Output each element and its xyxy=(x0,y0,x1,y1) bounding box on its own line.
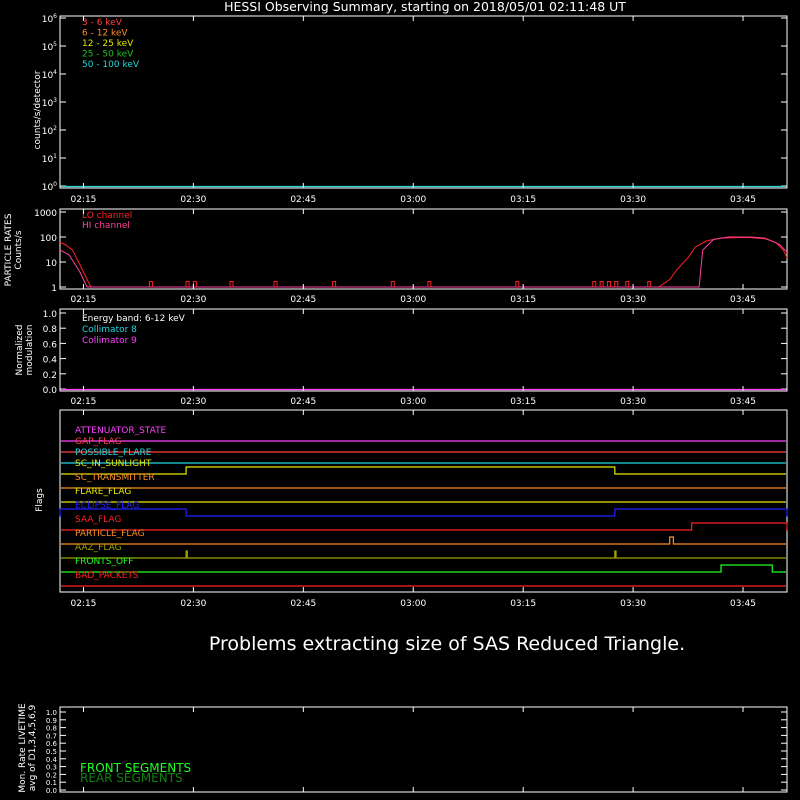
modulation-ylabel-4: 0.8 xyxy=(42,325,57,336)
flag-label-7: SAA_FLAG xyxy=(75,515,122,525)
counts-legend-0: 3 - 6 keV xyxy=(82,18,122,28)
flags-xlabel-3: 03:00 xyxy=(400,599,427,609)
modulation-axis-title-1: modulation xyxy=(25,324,35,376)
particle-ylabel-2: 100 xyxy=(39,234,57,244)
counts-ylabel-5: $10^5$ xyxy=(41,41,57,53)
particle-ylabel-1: 10 xyxy=(45,259,57,269)
flags-xlabel-0: 02:15 xyxy=(70,599,97,609)
modulation-legend-0: Energy band: 6-12 keV xyxy=(82,314,185,324)
particle-xlabel-3: 03:00 xyxy=(400,295,427,305)
counts-axis-title-0: counts/s/detector xyxy=(33,70,43,150)
livetime-ylabel-3: 0.3 xyxy=(45,763,57,772)
livetime-ylabel-0: 0.0 xyxy=(45,787,57,795)
particle-xlabel-6: 03:45 xyxy=(730,295,756,305)
flag-label-5: FLARE_FLAG xyxy=(75,487,132,497)
flag-label-6: ECLIPSE_FLAG xyxy=(75,501,140,511)
livetime-ylabel-2: 0.2 xyxy=(45,771,57,780)
livetime-ylabel-1: 0.1 xyxy=(45,779,57,788)
modulation-xlabel-5: 03:30 xyxy=(620,397,647,407)
counts-ylabel-2: $10^2$ xyxy=(41,125,57,137)
livetime-ylabel-10: 1.0 xyxy=(45,709,57,717)
modulation-ylabel-2: 0.4 xyxy=(42,355,57,366)
flags-xlabel-4: 03:15 xyxy=(510,599,537,609)
counts-legend-1: 6 - 12 keV xyxy=(82,28,128,39)
flags-xlabel-5: 03:30 xyxy=(620,599,647,609)
livetime-legend-0: FRONT SEGMENTS xyxy=(80,761,192,775)
particle-xlabel-2: 02:45 xyxy=(290,295,317,305)
modulation-legend-1: Collimator 8 xyxy=(82,325,137,335)
counts-xlabel-5: 03:30 xyxy=(620,195,647,205)
modulation-ylabel-1: 0.2 xyxy=(42,370,57,381)
counts-ylabel-4: $10^4$ xyxy=(41,69,57,81)
modulation-xlabel-1: 02:30 xyxy=(180,397,207,407)
modulation-xlabel-0: 02:15 xyxy=(70,397,97,407)
chart-title: HESSI Observing Summary, starting on 2018/05/01 02:11:48 UT xyxy=(224,0,626,14)
flag-label-3: SC_IN_SUNLIGHT xyxy=(75,459,152,469)
livetime-ylabel-5: 0.5 xyxy=(45,748,57,756)
particle-xlabel-4: 03:15 xyxy=(510,295,537,305)
flag-label-10: FRONTS_OFF xyxy=(75,557,134,567)
counts-ylabel-6: $10^6$ xyxy=(41,13,57,25)
counts-legend-4: 50 - 100 keV xyxy=(82,60,140,70)
livetime-axis-title-0: Mon. Rate LIVETIME xyxy=(18,703,28,793)
particle-ylabel-0: 1 xyxy=(51,284,57,294)
particle-legend-1: HI channel xyxy=(82,221,130,231)
modulation-xlabel-3: 03:00 xyxy=(400,397,427,407)
particle-xlabel-1: 02:30 xyxy=(180,295,207,305)
modulation-xlabel-4: 03:15 xyxy=(510,397,537,407)
livetime-ylabel-8: 0.8 xyxy=(45,724,57,733)
counts-ylabel-0: $10^0$ xyxy=(41,181,57,193)
counts-legend-3: 25 - 50 keV xyxy=(82,49,134,60)
modulation-ylabel-5: 1.0 xyxy=(42,310,57,320)
modulation-axis-title-0: Normalized xyxy=(15,324,25,376)
modulation-ylabel-0: 0.0 xyxy=(42,386,57,396)
counts-xlabel-3: 03:00 xyxy=(400,195,427,205)
sas-message: Problems extracting size of SAS Reduced Triangle. xyxy=(208,633,686,655)
flag-label-9: AAZ_FLAG xyxy=(75,543,122,553)
counts-xlabel-4: 03:15 xyxy=(510,195,537,205)
particle-xlabel-0: 02:15 xyxy=(70,295,97,305)
flag-label-8: PARTICLE_FLAG xyxy=(75,529,145,539)
livetime-legend-1: REAR SEGMENTS xyxy=(80,771,183,785)
counts-xlabel-1: 02:30 xyxy=(180,195,207,205)
flags-xlabel-1: 02:30 xyxy=(180,599,207,609)
modulation-ylabel-3: 0.6 xyxy=(42,340,57,351)
flags-axis-title-0: Flags xyxy=(35,488,45,512)
particle-legend-0: LO channel xyxy=(82,211,133,221)
flag-label-0: ATTENUATOR_STATE xyxy=(75,426,167,436)
livetime-ylabel-6: 0.6 xyxy=(45,740,57,749)
flags-xlabel-2: 02:45 xyxy=(290,599,317,609)
livetime-ylabel-4: 0.4 xyxy=(45,755,57,764)
flag-label-11: BAD_PACKETS xyxy=(75,571,139,581)
modulation-xlabel-6: 03:45 xyxy=(730,397,756,407)
counts-ylabel-1: $10^1$ xyxy=(41,153,57,165)
flags-xlabel-6: 03:45 xyxy=(730,599,756,609)
livetime-ylabel-7: 0.7 xyxy=(45,732,57,741)
livetime-ylabel-9: 0.9 xyxy=(45,716,57,725)
counts-xlabel-0: 02:15 xyxy=(70,195,97,205)
modulation-legend-2: Collimator 9 xyxy=(82,336,137,346)
counts-xlabel-6: 03:45 xyxy=(730,195,756,205)
counts-ylabel-3: $10^3$ xyxy=(41,97,57,109)
flag-label-4: SC_TRANSMITTER xyxy=(75,473,155,483)
counts-xlabel-2: 02:45 xyxy=(290,195,317,205)
particle-axis-title-0: PARTICLE RATES xyxy=(4,213,14,287)
counts-legend-2: 12 - 25 keV xyxy=(82,39,134,49)
livetime-axis-title-1: avg of D1,3,4,5,6,9 xyxy=(28,704,38,792)
flag-label-1: GAP_FLAG xyxy=(75,437,122,447)
particle-axis-title-1: Counts/s xyxy=(14,230,24,270)
modulation-xlabel-2: 02:45 xyxy=(290,397,317,407)
particle-xlabel-5: 03:30 xyxy=(620,295,647,305)
particle-ylabel-3: 1000 xyxy=(34,209,57,219)
flag-label-2: POSSIBLE_FLARE xyxy=(75,448,152,458)
